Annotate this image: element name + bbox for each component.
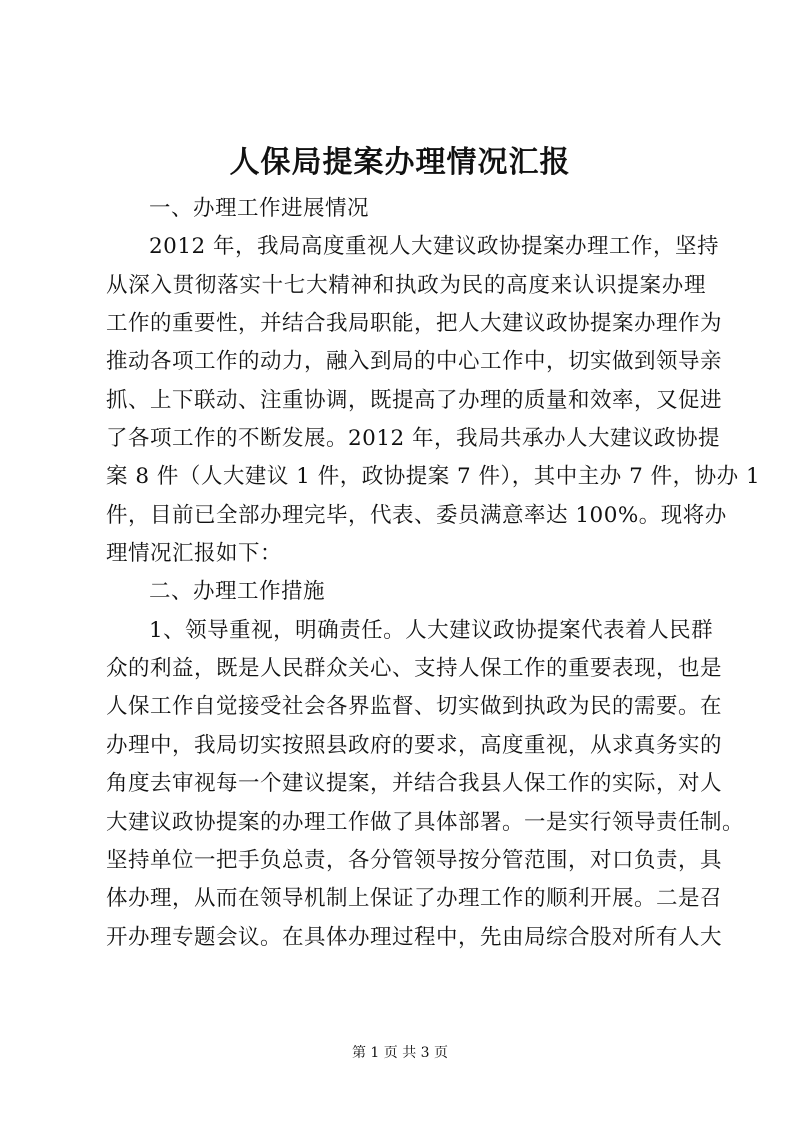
paragraph-line: 推动各项工作的动力，融入到局的中心工作中，切实做到领导亲 xyxy=(106,349,723,375)
paragraph-line: 工作的重要性，并结合我局职能，把人大建议政协提案办理作为 xyxy=(106,311,723,337)
section-heading: 二、办理工作措施 xyxy=(149,579,326,605)
paragraph-line: 了各项工作的不断发展。2012 年，我局共承办人大建议政协提 xyxy=(106,426,721,452)
paragraph-line: 抓、上下联动、注重协调，既提高了办理的质量和效率，又促进 xyxy=(106,387,723,413)
document-title: 人保局提案办理情况汇报 xyxy=(229,145,571,180)
paragraph-line: 理情况汇报如下： xyxy=(106,541,283,567)
document-body xyxy=(106,190,761,957)
paragraph-line: 大建议政协提案的办理工作做了具体部署。一是实行领导责任制。 xyxy=(106,809,745,835)
page-footer: 第 1 页 共 3 页 xyxy=(351,1045,449,1061)
paragraph-line: 件，目前已全部办理完毕，代表、委员满意率达 100%。现将办 xyxy=(106,502,727,528)
paragraph-line: 人保工作自觉接受社会各界监督、切实做到执政为民的需要。在 xyxy=(106,694,723,720)
section-heading: 一、办理工作进展情况 xyxy=(149,196,370,221)
paragraph-line: 1、领导重视，明确责任。人大建议政协提案代表着人民群 xyxy=(149,617,714,643)
paragraph-line: 体办理，从而在领导机制上保证了办理工作的顺利开展。二是召 xyxy=(106,886,723,912)
paragraph-line: 众的利益，既是人民群众关心、支持人保工作的重要表现，也是 xyxy=(106,656,723,682)
paragraph-line: 开办理专题会议。在具体办理过程中，先由局综合股对所有人大 xyxy=(106,924,723,950)
paragraph-line: 从深入贯彻落实十七大精神和执政为民的高度来认识提案办理 xyxy=(106,272,706,298)
paragraph-line: 坚持单位一把手负总责，各分管领导按分管范围，对口负责，具 xyxy=(106,847,723,873)
paragraph-line: 案 8 件（人大建议 1 件，政协提案 7 件），其中主办 7 件，协办 1 xyxy=(106,464,761,490)
paragraph-line: 办理中，我局切实按照县政府的要求，高度重视，从求真务实的 xyxy=(106,732,723,758)
paragraph-line: 2012 年，我局高度重视人大建议政协提案办理工作，坚持 xyxy=(149,234,720,260)
paragraph-line: 角度去审视每一个建议提案，并结合我县人保工作的实际，对人 xyxy=(106,771,723,797)
